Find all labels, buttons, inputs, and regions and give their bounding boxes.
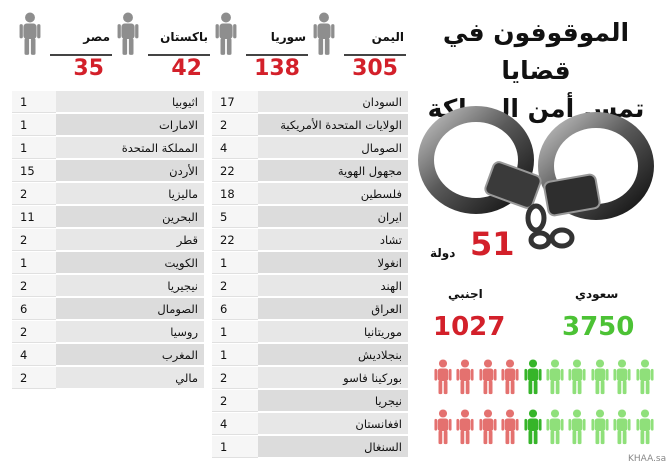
table-row bbox=[12, 160, 204, 182]
row-country: موريتانيا bbox=[258, 321, 408, 343]
top-country-name: باكستان bbox=[160, 30, 208, 44]
person-icon bbox=[546, 408, 564, 446]
row-count: 5 bbox=[212, 206, 258, 228]
row-country: فلسطين bbox=[258, 183, 408, 205]
row-count: 11 bbox=[12, 206, 56, 228]
row-count: 4 bbox=[212, 137, 258, 159]
row-count: 1 bbox=[12, 114, 56, 136]
table-row bbox=[212, 137, 408, 159]
person-icon bbox=[456, 358, 474, 396]
row-country: الهند bbox=[258, 275, 408, 297]
row-count: 2 bbox=[12, 229, 56, 251]
row-country: الامارات bbox=[56, 114, 204, 136]
row-count: 4 bbox=[12, 344, 56, 366]
row-count: 15 bbox=[12, 160, 56, 182]
table-row bbox=[12, 229, 204, 251]
person-icon bbox=[546, 358, 564, 396]
top-country-count: 35 bbox=[73, 56, 104, 81]
handcuffs-icon bbox=[418, 98, 658, 268]
row-count: 1 bbox=[212, 436, 258, 458]
top-country-count: 138 bbox=[254, 56, 300, 81]
table-row bbox=[212, 275, 408, 297]
person-icon bbox=[434, 408, 452, 446]
table-row bbox=[212, 367, 408, 389]
table-row bbox=[12, 183, 204, 205]
person-icon bbox=[568, 408, 586, 446]
row-country: اثيوبيا bbox=[56, 91, 204, 113]
saudi-value: 3750 bbox=[562, 312, 635, 342]
top-country-cell bbox=[310, 6, 406, 84]
table-row bbox=[212, 298, 408, 320]
table-row bbox=[212, 183, 408, 205]
table-row bbox=[212, 229, 408, 251]
top-country-count: 305 bbox=[352, 56, 398, 81]
table-row bbox=[212, 252, 408, 274]
person-icon bbox=[613, 408, 631, 446]
row-country: افغانستان bbox=[258, 413, 408, 435]
table-row bbox=[212, 91, 408, 113]
row-count: 2 bbox=[212, 275, 258, 297]
table-row bbox=[12, 344, 204, 366]
row-count: 2 bbox=[212, 367, 258, 389]
person-icon bbox=[636, 408, 654, 446]
table-row bbox=[12, 275, 204, 297]
person-icon bbox=[456, 408, 474, 446]
row-country: انغولا bbox=[258, 252, 408, 274]
person-icon bbox=[501, 408, 519, 446]
row-country: المملكة المتحدة bbox=[56, 137, 204, 159]
top-country-cell bbox=[212, 6, 308, 84]
row-country: العراق bbox=[258, 298, 408, 320]
row-country: السنغال bbox=[258, 436, 408, 458]
row-country: الصومال bbox=[258, 137, 408, 159]
row-country: مجهول الهوية bbox=[258, 160, 408, 182]
row-country: ماليزيا bbox=[56, 183, 204, 205]
row-count: 18 bbox=[212, 183, 258, 205]
headline-line-1: الموقوفون في قضايا bbox=[442, 18, 630, 85]
person-icon bbox=[591, 408, 609, 446]
person-icon bbox=[636, 358, 654, 396]
person-icon bbox=[524, 358, 542, 396]
table-row bbox=[212, 206, 408, 228]
row-country: بنجلاديش bbox=[258, 344, 408, 366]
table-row bbox=[12, 252, 204, 274]
table-row bbox=[12, 206, 204, 228]
foreign-value: 1027 bbox=[433, 312, 506, 342]
row-country: نيجريا bbox=[258, 390, 408, 412]
foreign-label: اجنبي bbox=[448, 287, 483, 301]
row-country: السودان bbox=[258, 91, 408, 113]
person-icon bbox=[568, 358, 586, 396]
table-row bbox=[212, 436, 408, 458]
row-count: 4 bbox=[212, 413, 258, 435]
headline-line-2: تمس أمن المملكة bbox=[427, 94, 645, 123]
table-row bbox=[12, 321, 204, 343]
table-row bbox=[212, 390, 408, 412]
row-country: الأردن bbox=[56, 160, 204, 182]
table-row bbox=[212, 114, 408, 136]
row-count: 22 bbox=[212, 229, 258, 251]
saudi-label: سعودي bbox=[575, 287, 619, 301]
row-country: بوركينا فاسو bbox=[258, 367, 408, 389]
row-count: 2 bbox=[12, 183, 56, 205]
table-row bbox=[12, 367, 204, 389]
person-icon bbox=[524, 408, 542, 446]
person-icon bbox=[591, 358, 609, 396]
person-icon bbox=[479, 358, 497, 396]
top-countries-strip bbox=[10, 6, 408, 84]
row-count: 22 bbox=[212, 160, 258, 182]
row-country: روسيا bbox=[56, 321, 204, 343]
row-count: 2 bbox=[12, 321, 56, 343]
table-row bbox=[212, 344, 408, 366]
row-count: 2 bbox=[12, 367, 56, 389]
row-country: تشاد bbox=[258, 229, 408, 251]
row-count: 1 bbox=[212, 344, 258, 366]
table-row bbox=[212, 160, 408, 182]
row-count: 2 bbox=[12, 275, 56, 297]
row-country: مالي bbox=[56, 367, 204, 389]
table-row bbox=[12, 298, 204, 320]
row-country: البحرين bbox=[56, 206, 204, 228]
top-country-cell bbox=[16, 6, 112, 84]
table-row bbox=[12, 114, 204, 136]
row-count: 17 bbox=[212, 91, 258, 113]
row-count: 2 bbox=[212, 390, 258, 412]
watermark: KHAA.sa bbox=[628, 454, 666, 464]
row-count: 1 bbox=[212, 252, 258, 274]
row-count: 6 bbox=[212, 298, 258, 320]
row-country: الصومال bbox=[56, 298, 204, 320]
row-country: الولايات المتحدة الأمريكية bbox=[258, 114, 408, 136]
people-pictogram bbox=[434, 358, 658, 458]
row-country: نيجيريا bbox=[56, 275, 204, 297]
row-country: قطر bbox=[56, 229, 204, 251]
row-country: الكويت bbox=[56, 252, 204, 274]
top-country-cell bbox=[114, 6, 210, 84]
row-country: ايران bbox=[258, 206, 408, 228]
person-icon bbox=[117, 12, 139, 56]
top-country-count: 42 bbox=[171, 56, 202, 81]
row-count: 1 bbox=[12, 137, 56, 159]
person-icon bbox=[479, 408, 497, 446]
top-country-name: سوريا bbox=[270, 30, 306, 44]
row-count: 1 bbox=[12, 252, 56, 274]
person-icon bbox=[434, 358, 452, 396]
row-count: 1 bbox=[212, 321, 258, 343]
person-icon bbox=[613, 358, 631, 396]
top-country-name: اليمن bbox=[371, 30, 404, 44]
top-country-name: مصر bbox=[83, 30, 110, 44]
countries-total-label: دولة bbox=[430, 246, 456, 260]
table-row bbox=[12, 137, 204, 159]
person-icon bbox=[19, 12, 41, 56]
row-country: المغرب bbox=[56, 344, 204, 366]
person-icon bbox=[313, 12, 335, 56]
countries-total-value: 51 bbox=[470, 225, 515, 263]
table-row bbox=[212, 321, 408, 343]
person-icon bbox=[501, 358, 519, 396]
table-row bbox=[212, 413, 408, 435]
row-count: 1 bbox=[12, 91, 56, 113]
table-row bbox=[12, 91, 204, 113]
row-count: 6 bbox=[12, 298, 56, 320]
person-icon bbox=[215, 12, 237, 56]
row-count: 2 bbox=[212, 114, 258, 136]
